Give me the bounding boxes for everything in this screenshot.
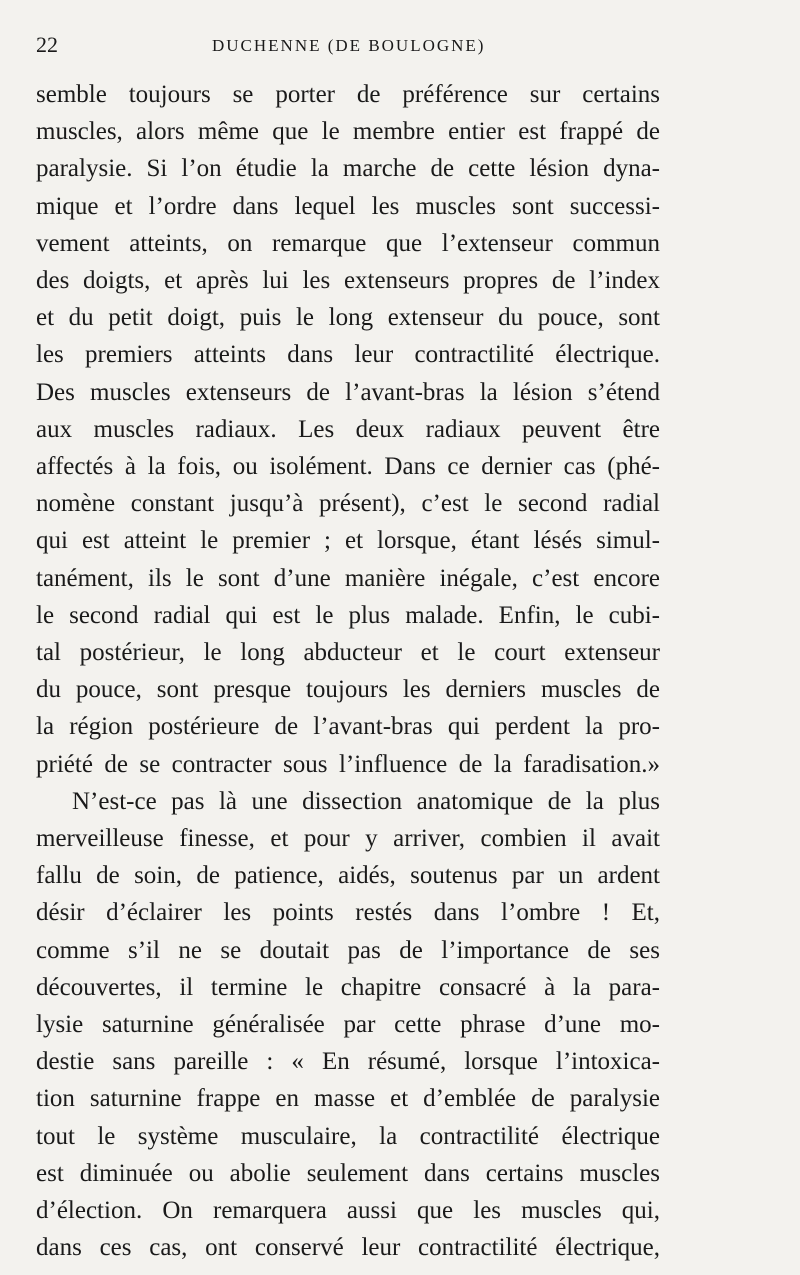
text-line: muscles, alors même que le membre entier est frappé de [36, 118, 660, 146]
text-line: nomène constant jusqu’à présent), c’est le second radial [36, 490, 660, 518]
paragraph-1 [36, 76, 660, 783]
text-line: qui est atteint le premier ; et lorsque, étant lésés simul- [36, 527, 660, 555]
text-line: des doigts, et après lui les extenseurs propres de l’index [36, 267, 660, 295]
text-line: du pouce, sont presque toujours les derniers muscles de [36, 676, 660, 704]
text-line: semble toujours se porter de préférence sur certains [36, 81, 660, 108]
running-head: DUCHENNE (DE BOULOGNE) [212, 36, 486, 55]
body-text [36, 76, 660, 1267]
text-line: les premiers atteints dans leur contractilité électrique. [36, 341, 660, 369]
text-line: N’est-ce pas là une dissection anatomique de la plus [72, 787, 660, 815]
text-line: aux muscles radiaux. Les deux radiaux peuvent être [36, 415, 660, 443]
text-line: désir d’éclairer les points restés dans l’ombre ! Et, [36, 899, 660, 927]
text-line: Des muscles extenseurs de l’avant-bras la lésion s’étend [36, 378, 660, 406]
text-line: destie sans pareille : « En résumé, lorsque l’intoxica- [36, 1048, 660, 1076]
text-line: fallu de soin, de patience, aidés, soutenus par un ardent [36, 862, 660, 890]
text-line: paralysie. Si l’on étudie la marche de cette lésion dyna- [36, 155, 660, 183]
text-line: vement atteints, on remarque que l’extenseur commun [36, 229, 660, 257]
text-line: mique et l’ordre dans lequel les muscles sont successi- [36, 192, 660, 220]
text-line: est diminuée ou abolie seulement dans certains muscles [36, 1159, 660, 1187]
text-line: et du petit doigt, puis le long extenseur du pouce, sont [36, 304, 660, 332]
text-line: d’élection. On remarquera aussi que les muscles qui, [36, 1197, 660, 1225]
page-header [36, 28, 660, 76]
text-line: la région postérieure de l’avant-bras qui perdent la pro- [36, 713, 660, 741]
text-line: tanément, ils le sont d’une manière inégale, c’est encore [36, 564, 660, 592]
text-line: découvertes, il termine le chapitre consacré à la para- [36, 973, 660, 1001]
text-line: lysie saturnine généralisée par cette phrase d’une mo- [36, 1011, 660, 1039]
text-line: tion saturnine frappe en masse et d’emblée de paralysie [36, 1085, 660, 1113]
page-number: 22 [36, 32, 58, 57]
text-line: tal postérieur, le long abducteur et le court extenseur [36, 639, 660, 667]
text-line: tout le système musculaire, la contractilité électrique [36, 1122, 660, 1150]
text-line: comme s’il ne se doutait pas de l’importance de ses [36, 936, 660, 964]
text-line: le second radial qui est le plus malade. Enfin, le cubi- [36, 601, 660, 629]
text-line: merveilleuse finesse, et pour y arriver, combien il avait [36, 825, 660, 853]
text-line: dans ces cas, ont conservé leur contractilité électrique, [36, 1234, 660, 1262]
text-line: affectés à la fois, ou isolément. Dans ce dernier cas (phé- [36, 453, 660, 481]
text-line: priété de se contracter sous l’influence de la faradisation.» [36, 750, 660, 778]
paragraph-2 [36, 783, 660, 1267]
